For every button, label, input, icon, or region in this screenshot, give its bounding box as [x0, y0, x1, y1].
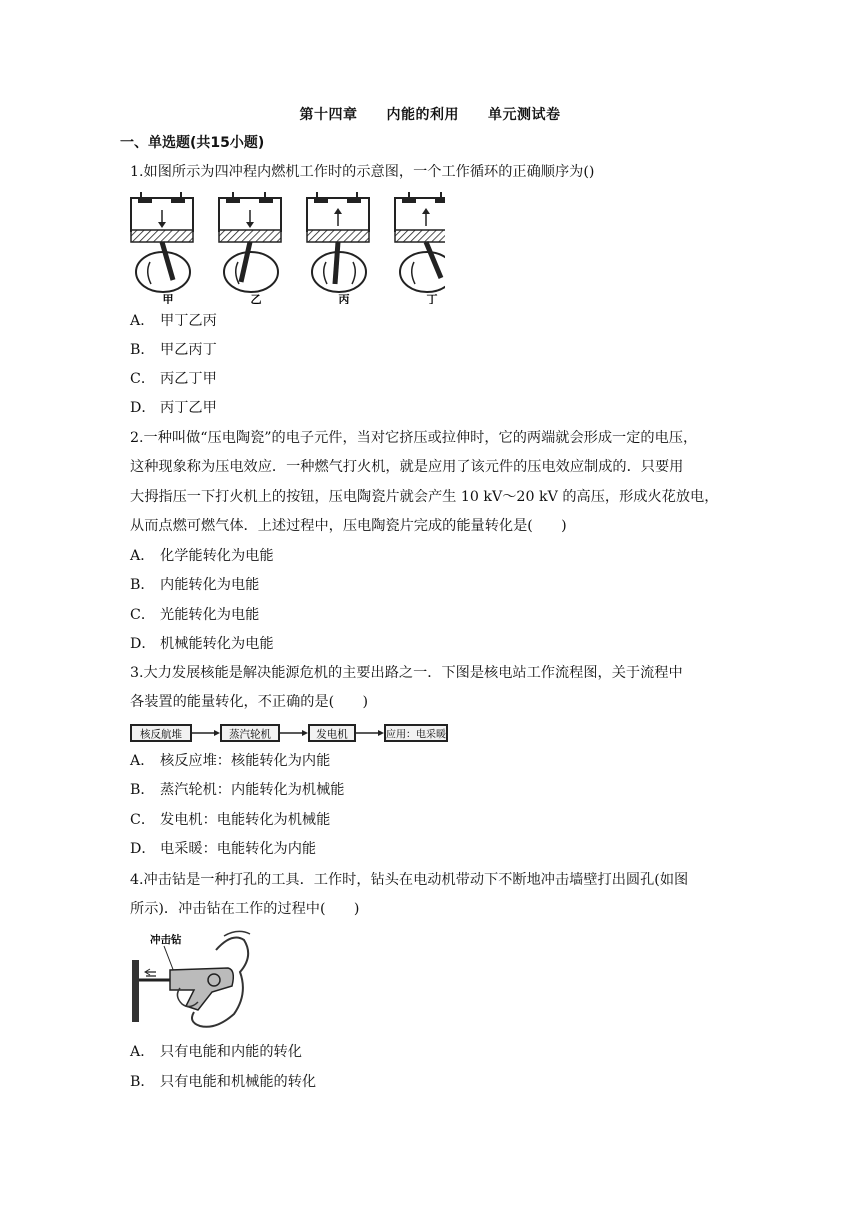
option-text: 丙丁乙甲: [160, 400, 217, 416]
option-text: 电采暖：电能转化为内能: [160, 841, 317, 857]
q2-stem-line-4: 从而点燃可燃气体．上述过程中，压电陶瓷片完成的能量转化是( ): [130, 518, 567, 534]
q1-option-a[interactable]: [130, 310, 217, 332]
q2-option-c[interactable]: [130, 604, 259, 626]
option-text: 甲乙丙丁: [160, 342, 217, 358]
q4-stem-line-2: 所示)．冲击钻在工作的过程中( ): [130, 901, 360, 917]
q4-option-b[interactable]: [130, 1071, 316, 1093]
q1-option-d[interactable]: [130, 397, 217, 419]
option-text: 丙乙丁甲: [160, 371, 217, 387]
engine-yi: [219, 192, 281, 292]
option-label: D．: [130, 400, 156, 416]
q3-option-c[interactable]: [130, 809, 330, 831]
q2-stem-line-1: 2.一种叫做“压电陶瓷”的电子元件，当对它挤压或拉伸时，它的两端就会形成一定的电压，: [130, 430, 698, 446]
option-label: B．: [130, 782, 155, 798]
q2-option-d[interactable]: [130, 633, 274, 655]
q4-option-a[interactable]: [130, 1041, 302, 1063]
engine-label-ding: 丁: [426, 293, 438, 304]
option-label: C．: [130, 812, 156, 828]
q2-stem-line-3: 大拇指压一下打火机上的按钮，压电陶瓷片就会产生 10 kV～20 kV 的高压，形成火花放电，: [130, 489, 719, 505]
q2-option-a[interactable]: [130, 545, 274, 567]
option-label: D．: [130, 636, 156, 652]
q3-option-b[interactable]: [130, 779, 344, 801]
flow-label-turbine: 蒸汽轮机: [229, 728, 271, 741]
option-label: C．: [130, 371, 156, 387]
impact-drill-figure: [128, 930, 258, 1032]
option-label: B．: [130, 342, 155, 358]
engine-ding: [395, 192, 445, 292]
option-label: C．: [130, 607, 156, 623]
option-label: B．: [130, 1074, 155, 1090]
option-text: 机械能转化为电能: [160, 636, 274, 652]
q2-option-b[interactable]: [130, 574, 259, 596]
option-label: A．: [130, 1044, 155, 1060]
q3-stem-line-2: 各装置的能量转化，不正确的是( ): [130, 694, 369, 710]
page-title: 第十四章 内能的利用 单元测试卷: [299, 107, 561, 123]
q1-option-b[interactable]: [130, 339, 217, 361]
option-text: 蒸汽轮机：内能转化为机械能: [160, 782, 345, 798]
flow-label-generator: 发电机: [316, 728, 348, 741]
option-text: 化学能转化为电能: [160, 548, 274, 564]
option-text: 甲丁乙丙: [160, 313, 217, 329]
option-label: A．: [130, 548, 155, 564]
q3-option-a[interactable]: [130, 750, 330, 772]
q3-stem-line-1: 3.大力发展核能是解决能源危机的主要出路之一．下图是核电站工作流程图，关于流程中: [130, 665, 683, 681]
engine-label-bing: 丙: [338, 293, 350, 304]
engine-bing: [307, 192, 369, 292]
q2-stem-line-2: 这种现象称为压电效应．一种燃气打火机，就是应用了该元件的压电效应制成的．只要用: [130, 459, 684, 475]
q3-option-d[interactable]: [130, 838, 316, 860]
option-label: D．: [130, 841, 156, 857]
option-text: 只有电能和内能的转化: [160, 1044, 302, 1060]
option-text: 发电机：电能转化为机械能: [160, 812, 331, 828]
option-text: 核反应堆：核能转化为内能: [160, 753, 331, 769]
engine-label-yi: 乙: [250, 293, 262, 304]
engine-jia: [131, 192, 193, 292]
flow-label-reactor: 核反航堆: [140, 728, 182, 741]
q1-option-c[interactable]: [130, 368, 217, 390]
nuclear-flow-diagram: [130, 722, 450, 744]
q1-stem: 1.如图所示为四冲程内燃机工作时的示意图，一个工作循环的正确顺序为(): [130, 164, 595, 180]
option-text: 只有电能和机械能的转化: [160, 1074, 317, 1090]
flow-label-application: 应用：电采暖: [386, 729, 446, 741]
option-label: A．: [130, 753, 155, 769]
option-label: A．: [130, 313, 155, 329]
option-text: 光能转化为电能: [160, 607, 260, 623]
engine-strokes-figure: [125, 192, 445, 304]
q4-stem-line-1: 4.冲击钻是一种打孔的工具．工作时，钻头在电动机带动下不断地冲击墙壁打出圆孔(如图: [130, 872, 689, 888]
option-text: 内能转化为电能: [160, 577, 260, 593]
engine-label-jia: 甲: [162, 293, 174, 304]
drill-label: 冲击钻: [150, 934, 182, 946]
option-label: B．: [130, 577, 155, 593]
section-heading: 一、单选题(共15小题): [120, 135, 265, 151]
